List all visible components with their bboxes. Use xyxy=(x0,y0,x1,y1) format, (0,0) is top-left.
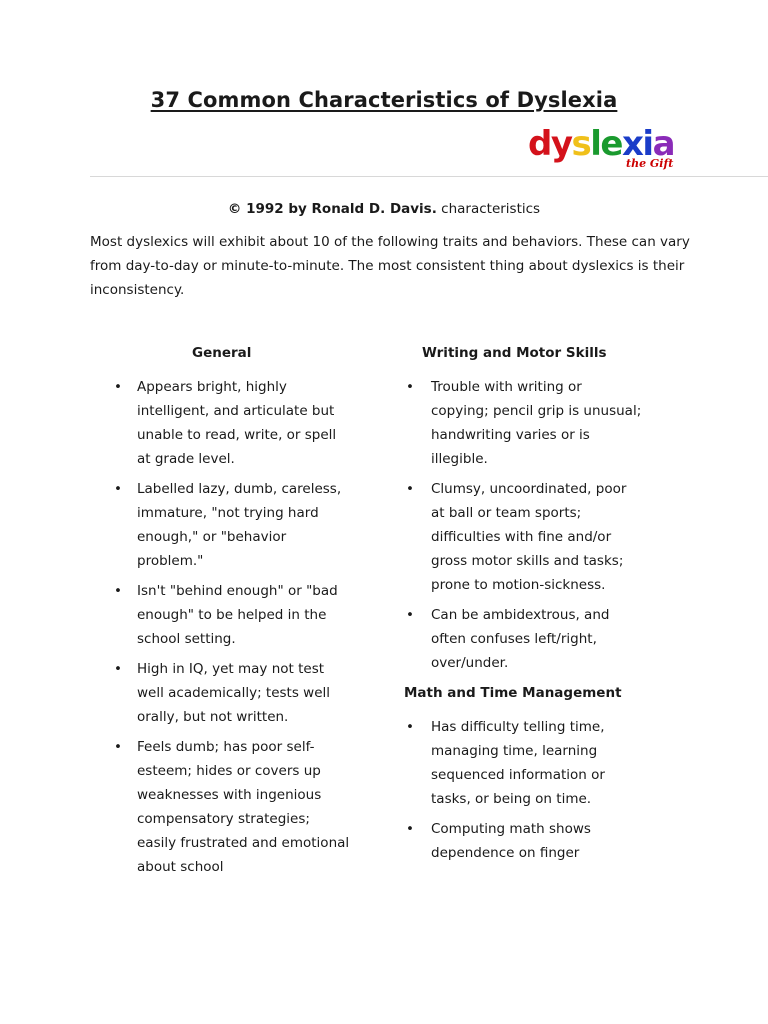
general-list xyxy=(112,375,350,879)
list-item: • Labelled lazy, dumb, careless, immature, "not trying hard enough," or "behavior problem." xyxy=(112,477,350,573)
list-item: • Isn't "behind enough" or "bad enough" to be helped in the school setting. xyxy=(112,579,350,651)
page-title: 37 Common Characteristics of Dyslexia xyxy=(150,88,618,112)
writing-heading: Writing and Motor Skills xyxy=(422,345,607,361)
general-column xyxy=(112,343,362,885)
intro-paragraph: Most dyslexics will exhibit about 10 of the following traits and behaviors. These can vary from day-to-day or minute-to-minute. The most consistent thing about dyslexics is their inconsistency. xyxy=(90,234,690,298)
dyslexia-the-gift-logo xyxy=(528,124,684,176)
math-heading: Math and Time Management xyxy=(404,685,622,701)
list-item: • Can be ambidextrous, and often confuses left/right, over/under. xyxy=(404,603,642,675)
logo-letter: s xyxy=(571,124,591,164)
list-item: • Clumsy, uncoordinated, poor at ball or team sports; difficulties with fine and/or gross motor skills and tasks; prone to motion-sickness. xyxy=(404,477,642,597)
logo-tagline: the Gift xyxy=(626,157,674,170)
copyright-author: © 1992 by Ronald D. Davis. xyxy=(227,201,437,217)
logo-letter: e xyxy=(600,124,622,164)
list-item: • Trouble with writing or copying; pencil grip is unusual; handwriting varies or is illegible. xyxy=(404,375,642,471)
header-divider xyxy=(90,176,768,177)
copyright-line xyxy=(0,201,768,217)
list-item: • Feels dumb; has poor self-esteem; hides or covers up weaknesses with ingenious compensatory strategies; easily frustrated and emotional about school xyxy=(112,735,350,879)
logo-letter: i xyxy=(642,124,653,164)
right-column xyxy=(404,343,664,871)
logo-letter: d xyxy=(528,124,551,164)
logo-letter: y xyxy=(550,124,572,164)
list-item: • Computing math shows dependence on finger xyxy=(404,817,642,865)
math-list xyxy=(404,715,642,865)
logo-letter: x xyxy=(621,124,643,164)
list-item: • High in IQ, yet may not test well academically; tests well orally, but not written. xyxy=(112,657,350,729)
list-item: • Has difficulty telling time, managing time, learning sequenced information or tasks, or being on time. xyxy=(404,715,642,811)
logo-letter: a xyxy=(652,124,675,164)
copyright-suffix: characteristics xyxy=(441,201,541,217)
writing-list xyxy=(404,375,642,675)
logo-letter: l xyxy=(590,124,601,164)
list-item: • Appears bright, highly intelligent, and articulate but unable to read, write, or spell at grade level. xyxy=(112,375,350,471)
general-heading: General xyxy=(192,345,252,361)
